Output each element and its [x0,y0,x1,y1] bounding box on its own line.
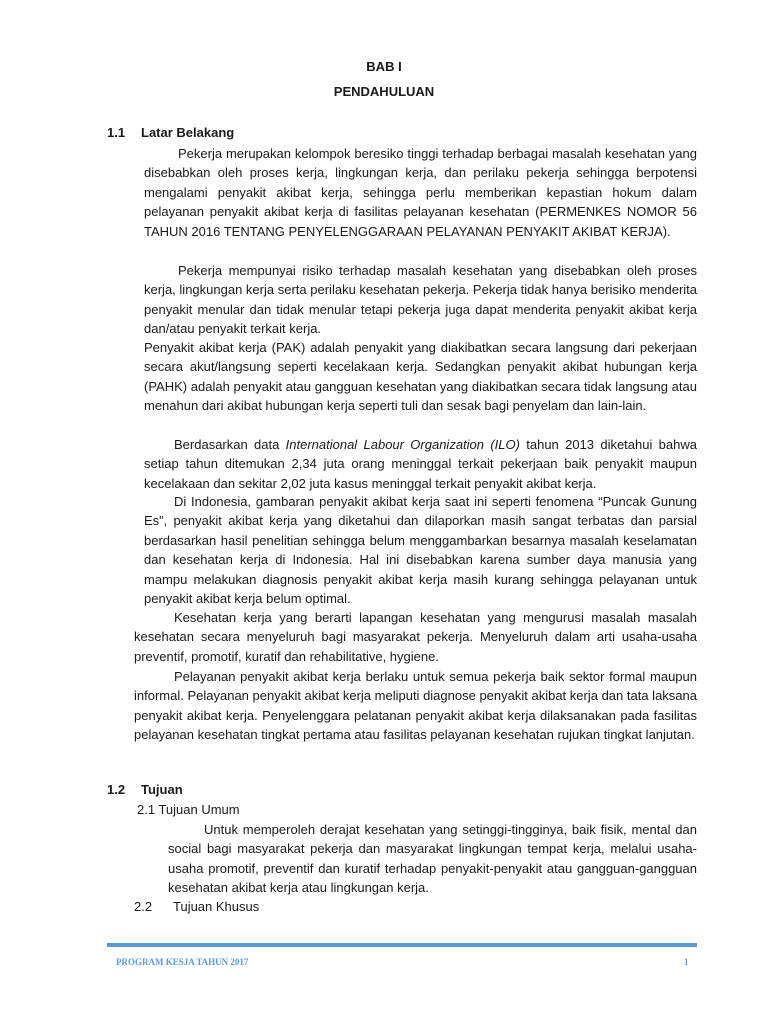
subheading-tujuan-khusus [134,899,259,914]
paragraph-5: Di Indonesia, gambaran penyakit akibat kerja saat ini seperti fenomena “Puncak Gunung Es”, penyakit akibat kerja yang diketahui dan dilaporkan masih sangat terbatas dan parsial berdasarkan hasil penelitian sehingga belum menggambarkan besarnya masalah keselamatan dan kesehatan kerja di Indonesia. Hal ini disebabkan karena sumber daya manusia yang mampu melakukan diagnosis penyakit akibat kerja masih kurang sehingga pelayanan untuk penyakit akibat kerja belum optimal. [144,494,697,607]
paragraph-4 [144,435,697,493]
p4-italic: International Labour Organization (ILO) [285,437,520,452]
paragraph-7: Pelayanan penyakit akibat kerja berlaku untuk semua pekerja baik sektor formal maupun informal. Pelayanan penyakit akibat kerja meliputi diagnose penyakit akibat kerja dan tata laksana penyakit akibat kerja. Penyelenggara pelatanan penyakit akibat kerja dilaksanakan pada fasilitas pelayanan kesehatan tingkat pertama atau fasilitas pelayanan kesehatan rujukan tingkat lanjutan. [134,669,697,743]
subheading-label: Tujuan Khusus [173,899,260,914]
chapter-title: PENDAHULUAN [333,84,435,99]
section-heading-tujuan [107,782,183,797]
subheading-tujuan-umum: 2.1 Tujuan Umum [137,802,240,817]
footer-program: PROGRAM KESJA TAHUN 2017 [116,957,249,967]
p4-after: tahun 2013 diketahui bahwa setiap tahun ditemukan 2,34 juta orang meninggal terkait pekerjaan baik penyakit maupun kecelakaan dan sekitar 2,02 juta kasus meninggal terkait penyakit akibat kerja. [144,437,697,491]
p4-before: Berdasarkan data [174,437,286,452]
chapter-number: BAB I [366,59,402,74]
section-title: Latar Belakang [141,125,235,140]
section-title: Tujuan [141,782,183,797]
subheading-number: 2.2 [134,899,153,914]
paragraph-2: Pekerja mempunyai risiko terhadap masalah kesehatan yang disebabkan oleh proses kerja, lingkungan kerja serta perilaku kesehatan pekerja. Pekerja tidak hanya berisiko menderita penyakit menular dan tidak menular tetapi pekerja juga dapat menderita penyakit akibat kerja dan/atau penyakit terkait kerja. [144,263,697,337]
section-number: 1.1 [107,125,126,140]
paragraph-6: Kesehatan kerja yang berarti lapangan kesehatan yang mengurusi masalah masalah kesehatan secara menyeluruh bagi masyarakat pekerja. Menyeluruh dalam arti usaha-usaha preventif, promotif, kuratif dan rehabilitative, hygiene. [134,610,697,664]
section-number: 1.2 [107,782,126,797]
paragraph-3: Penyakit akibat kerja (PAK) adalah penyakit yang diakibatkan secara langsung dari pekerjaan secara akut/langsung seperti kecelakaan kerja. Sedangkan penyakit akibat hubungan kerja (PAHK) adalah penyakit atau gangguan kesehatan yang diakibatkan secara tidak langsung atau menahun dari akibat hubungan kerja seperti tuli dan sesak bagi penyelam dan lain-lain. [144,340,697,414]
section-heading-latar-belakang [107,125,234,140]
paragraph-tujuan-umum: Untuk memperoleh derajat kesehatan yang setinggi-tingginya, baik fisik, mental dan social bagi masyarakat pekerja dan masyarakat lingkungan tempat kerja, melalui usaha-usaha promotif, preventif dan kuratif terhadap penyakit-penyakit atau gangguan-gangguan kesehatan akibat kerja atau lingkungan kerja. [168,822,697,896]
page-number: 1 [684,957,689,967]
footer-divider [107,943,697,947]
paragraph-1: Pekerja merupakan kelompok beresiko tinggi terhadap berbagai masalah kesehatan yang disebabkan oleh proses kerja, lingkungan kerja, dan perilaku pekerja sehingga berpotensi mengalami penyakit akibat kerja, sehingga perlu memberikan kepastian hokum dalam pelayanan penyakit akibat kerja di fasilitas pelayanan kesehatan (PERMENKES NOMOR 56 TAHUN 2016 TENTANG PENYELENGGARAAN PELAYANAN PENYAKIT AKIBAT KERJA). [144,146,697,239]
